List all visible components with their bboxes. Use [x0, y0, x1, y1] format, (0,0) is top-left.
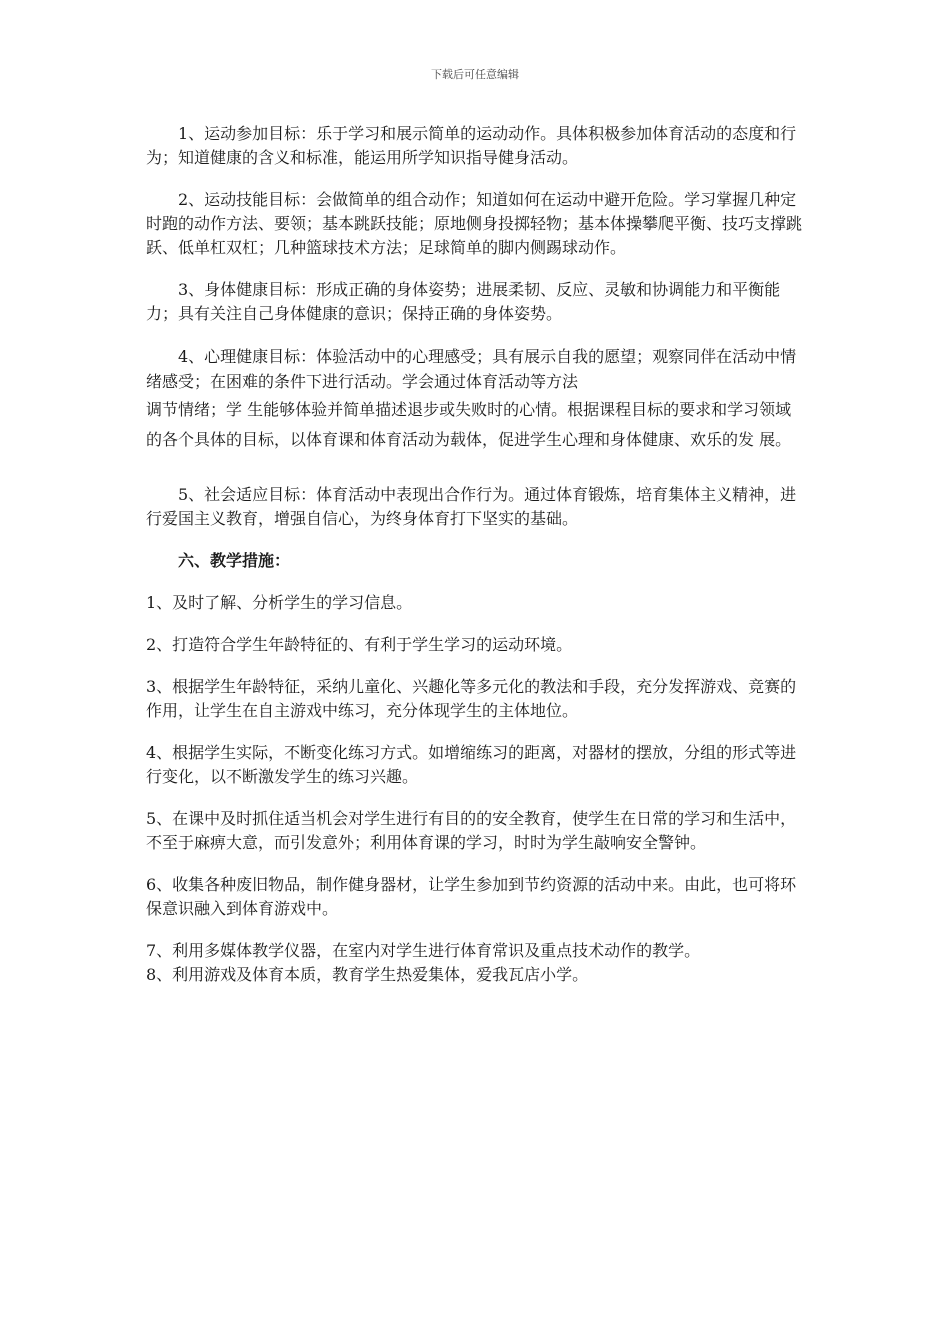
- measure-8: 8、利用游戏及体育本质，教育学生热爱集体，爱我瓦店小学。: [146, 965, 589, 984]
- document-body: [146, 122, 806, 987]
- goal-1: 1、运动参加目标：乐于学习和展示简单的运动动作。具体积极参加体育活动的态度和行为；知道健康的含义和标准，能运用所学知识指导健身活动。: [146, 124, 797, 167]
- measure-6: 6、收集各种废旧物品，制作健身器材，让学生参加到节约资源的活动中来。由此，也可将环保意识融入到体育游戏中。: [146, 875, 797, 918]
- goal-4: [146, 344, 806, 455]
- page-header-note: 下载后可任意编辑: [431, 68, 519, 81]
- goal-5: 5、社会适应目标：体育活动中表现出合作行为。通过体育锻炼，培育集体主义精神，进行爱国主义教育，增强自信心，为终身体育打下坚实的基础。: [146, 485, 797, 528]
- measure-3: 3、根据学生年龄特征，采纳儿童化、兴趣化等多元化的教法和手段，充分发挥游戏、竞赛的作用，让学生在自主游戏中练习，充分体现学生的主体地位。: [146, 677, 797, 720]
- measure-4: 4、根据学生实际，不断变化练习方式。如增缩练习的距离，对器材的摆放，分组的形式等进行变化，以不断激发学生的练习兴趣。: [146, 743, 797, 786]
- goal-3: 3、身体健康目标：形成正确的身体姿势；进展柔韧、反应、灵敏和协调能力和平衡能力；具有关注自己身体健康的意识；保持正确的身体姿势。: [146, 280, 781, 323]
- measure-1: 1、及时了解、分析学生的学习信息。: [146, 593, 413, 612]
- goal-4-text: 4、心理健康目标：体验活动中的心理感受；具有展示自我的愿望；观察同伴在活动中情绪感受；在困难的条件下进行活动。学会通过体育活动等方法: [146, 347, 797, 391]
- measure-7: 7、利用多媒体教学仪器，在室内对学生进行体育常识及重点技术动作的教学。: [146, 941, 701, 960]
- section-title-measures: 六、教学措施：: [178, 551, 291, 570]
- measure-2: 2、打造符合学生年龄特征的、有利于学生学习的运动环境。: [146, 635, 573, 654]
- goal-4-continued: 调节情绪；学 生能够体验并简单描述退步或失败时的心情。根据课程目标的要求和学习领域的各个具体的目标，以体育课和体育活动为载体，促进学生心理和身体健康、欢乐的发 展。: [146, 400, 792, 449]
- goal-2: 2、运动技能目标：会做简单的组合动作；知道如何在运动中避开危险。学习掌握几种定时跑的动作方法、要领；基本跳跃技能；原地侧身投掷轻物；基本体操攀爬平衡、技巧支撑跳跃、低单杠双杠；几种篮球技术方法；足球简单的脚内侧踢球动作。: [146, 190, 803, 257]
- measure-5: 5、在课中及时抓住适当机会对学生进行有目的的安全教育，使学生在日常的学习和生活中，不至于麻痹大意，而引发意外；利用体育课的学习，时时为学生敲响安全警钟。: [146, 809, 797, 852]
